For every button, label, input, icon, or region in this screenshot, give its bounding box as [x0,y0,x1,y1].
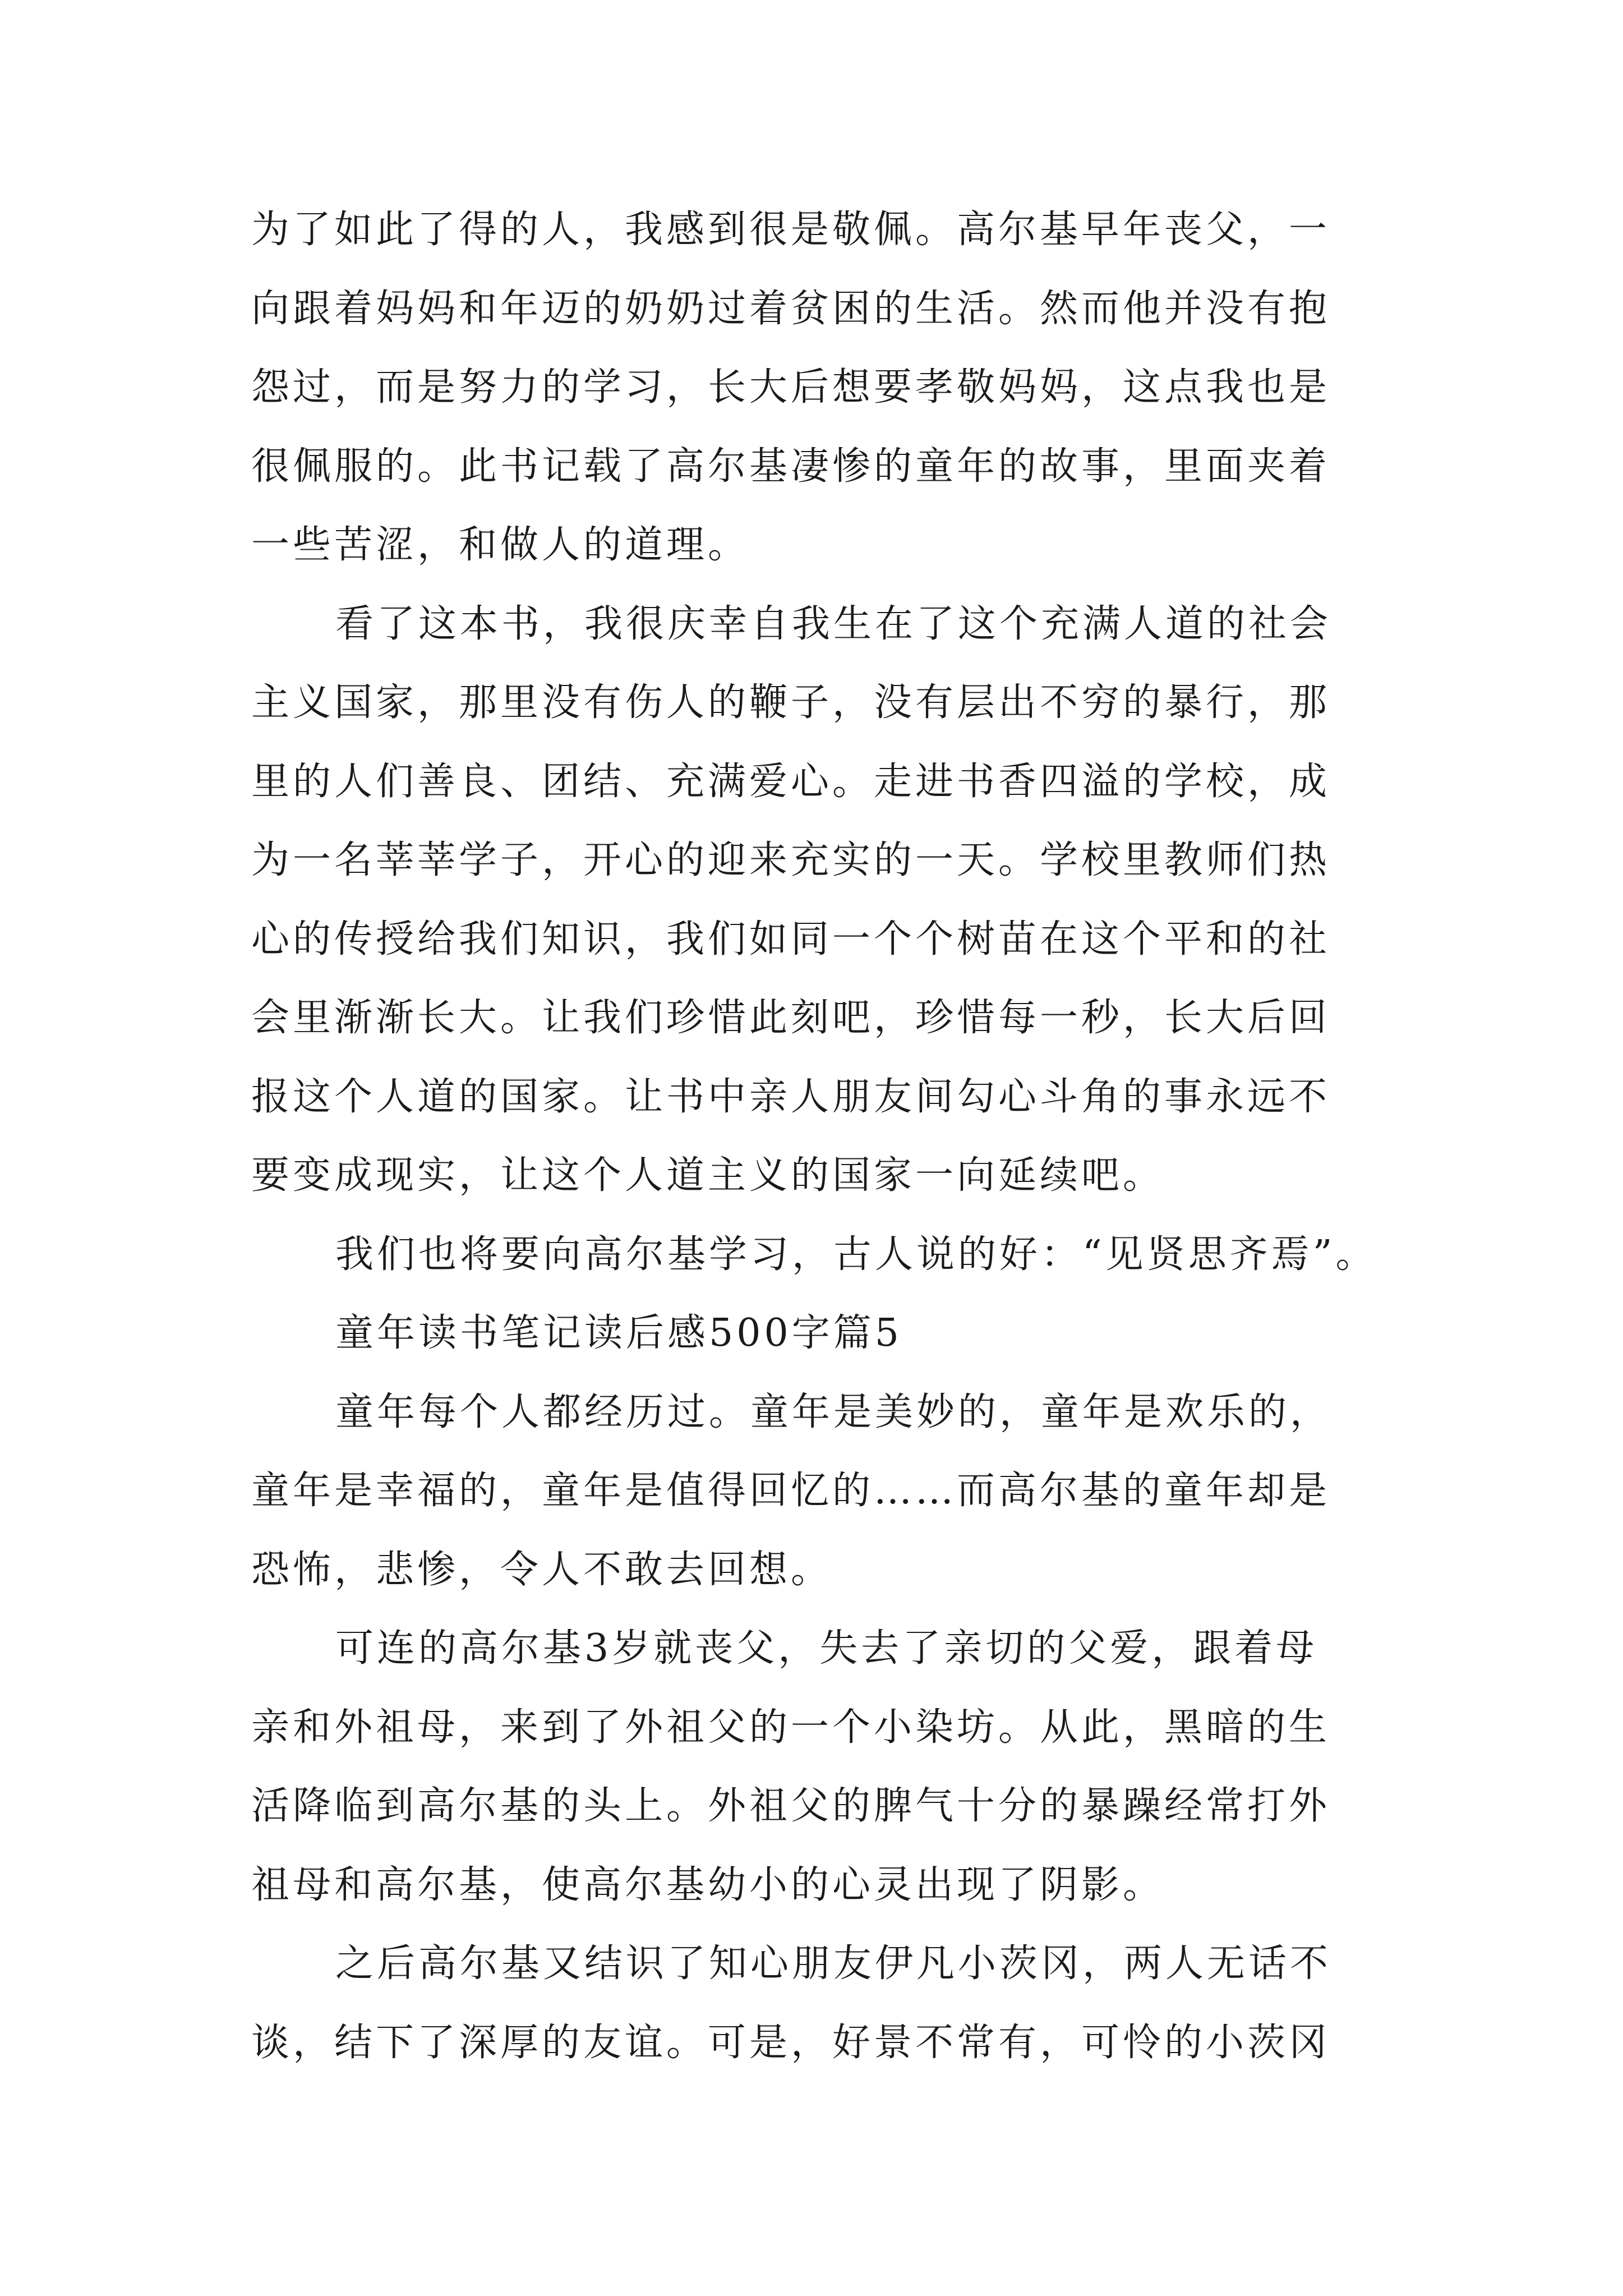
text-line: 里的人们善良、团结、充满爱心。走进书香四溢的学校，成 [251,759,1331,804]
text-line: 祖母和高尔基，使高尔基幼小的心灵出现了阴影。 [251,1862,1165,1907]
paragraph-start-line: 童年每个人都经历过。童年是美妙的，童年是欢乐的， [335,1389,1332,1434]
paragraph-start-line: 我们也将要向高尔基学习，古人说的好：“见贤思齐焉”。 [335,1232,1377,1277]
text-line: 要变成现实，让这个人道主义的国家一向延续吧。 [251,1153,1165,1198]
section-heading: 童年读书笔记读后感500字篇5 [335,1311,903,1355]
text-line: 为一名莘莘学子，开心的迎来充实的一天。学校里教师们热 [251,838,1331,882]
text-line: 向跟着妈妈和年迈的奶奶过着贫困的生活。然而他并没有抱 [251,286,1331,331]
text-line: 恐怖，悲惨，令人不敢去回想。 [251,1547,833,1592]
text-line: 主义国家，那里没有伤人的鞭子，没有层出不穷的暴行，那 [251,680,1331,725]
text-line: 会里渐渐长大。让我们珍惜此刻吧，珍惜每一秒，长大后回 [251,996,1331,1040]
text-line: 心的传授给我们知识，我们如同一个个树苗在这个平和的社 [251,917,1331,961]
text-line: 很佩服的。此书记载了高尔基凄惨的童年的故事，里面夹着 [251,444,1331,489]
text-line: 亲和外祖母，来到了外祖父的一个小染坊。从此，黑暗的生 [251,1705,1331,1750]
text-line: 活降临到高尔基的头上。外祖父的脾气十分的暴躁经常打外 [251,1784,1331,1828]
paragraph-start-line: 可连的高尔基3岁就丧父，失去了亲切的父爱，跟着母 [335,1626,1318,1671]
text-line: 一些苦涩，和做人的道理。 [251,523,750,567]
text-line: 怨过，而是努力的学习，长大后想要孝敬妈妈，这点我也是 [251,365,1331,409]
paragraph-start-line: 看了这本书，我很庆幸自我生在了这个充满人道的社会 [335,601,1332,646]
text-line: 童年是幸福的，童年是值得回忆的……而高尔基的童年却是 [251,1469,1331,1513]
body-text [251,191,1446,2082]
text-line: 谈，结下了深厚的友谊。可是，好景不常有，可怜的小茨冈 [251,2020,1331,2065]
text-line: 报这个人道的国家。让书中亲人朋友间勾心斗角的事永远不 [251,1074,1331,1119]
paragraph-start-line: 之后高尔基又结识了知心朋友伊凡小茨冈，两人无话不 [335,1941,1332,1986]
text-line: 为了如此了得的人，我感到很是敬佩。高尔基早年丧父，一 [251,208,1331,252]
